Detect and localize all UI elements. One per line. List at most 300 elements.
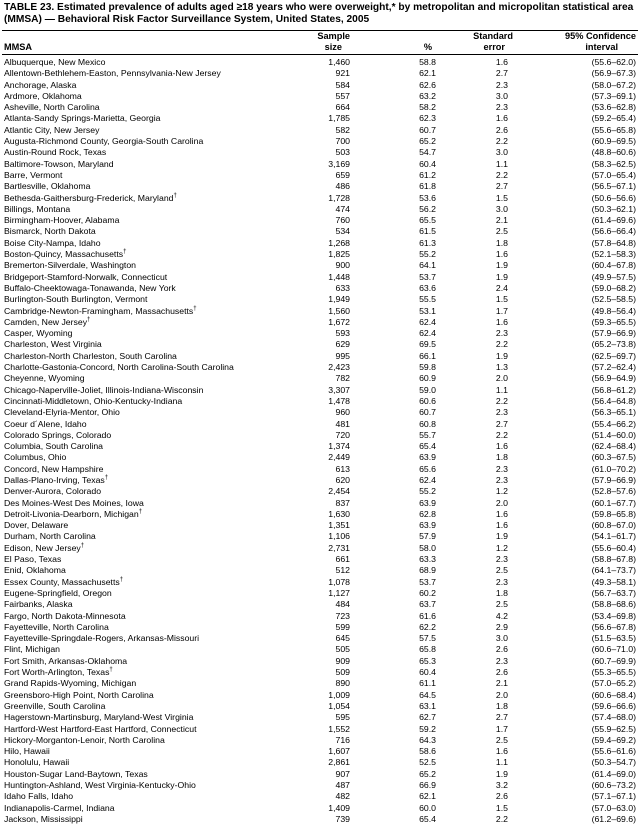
confidence-interval-cell <box>592 656 636 667</box>
percent-cell <box>419 475 436 486</box>
table-body <box>0 57 640 825</box>
sample-size-cell <box>336 181 351 192</box>
confidence-interval-cell <box>592 306 636 317</box>
standard-error-cell <box>496 419 508 430</box>
mmsa-name-cell-text: Cincinnati-Middletown, Ohio-Kentucky-Indiana <box>4 395 183 406</box>
mmsa-name-cell <box>4 57 105 68</box>
confidence-interval-cell-text: (56.8–61.2) <box>591 384 636 395</box>
mmsa-name-cell-text: Camden, New Jersey <box>4 316 88 327</box>
sample-size-cell <box>336 91 351 102</box>
confidence-interval-cell <box>592 136 636 147</box>
percent-cell <box>419 125 436 136</box>
standard-error-cell <box>496 147 508 158</box>
percent-cell <box>419 159 436 170</box>
confidence-interval-cell <box>592 226 636 237</box>
sample-size-cell <box>328 57 350 68</box>
percent-cell <box>419 509 436 520</box>
mmsa-name-cell <box>4 102 100 113</box>
confidence-interval-cell <box>592 690 636 701</box>
mmsa-name-cell-text: Houston-Sugar Land-Baytown, Texas <box>4 768 148 779</box>
percent-cell-text: 68.9 <box>419 565 436 576</box>
confidence-interval-cell <box>592 170 636 181</box>
table-row <box>0 419 640 430</box>
table-row <box>0 746 640 757</box>
standard-error-cell <box>496 803 508 814</box>
percent-cell-text: 65.3 <box>419 655 436 666</box>
sample-size-cell <box>336 339 351 350</box>
standard-error-cell-text: 2.3 <box>495 655 508 666</box>
standard-error-cell-text: 2.3 <box>495 407 508 418</box>
standard-error-cell <box>496 531 508 542</box>
percent-cell <box>419 249 436 260</box>
sample-size-cell <box>336 633 351 644</box>
confidence-interval-cell <box>592 735 636 746</box>
sample-size-cell-text: 2,861 <box>328 757 350 768</box>
table-row <box>0 814 640 825</box>
confidence-interval-cell <box>592 80 636 91</box>
sample-size-cell <box>328 746 350 757</box>
confidence-interval-cell <box>592 373 636 384</box>
percent-cell-text: 63.9 <box>419 520 436 531</box>
standard-error-cell-text: 2.2 <box>495 136 508 147</box>
sample-size-cell <box>336 769 351 780</box>
confidence-interval-cell <box>592 91 636 102</box>
mmsa-name-cell-text: Fort Worth-Arlington, Texas <box>4 667 110 678</box>
confidence-interval-cell-text: (57.1–67.1) <box>591 791 636 802</box>
confidence-interval-cell <box>592 724 636 735</box>
confidence-interval-cell-text: (56.9–67.3) <box>591 68 636 79</box>
percent-cell <box>419 724 436 735</box>
mmsa-name-cell-text: Casper, Wyoming <box>4 328 73 339</box>
standard-error-cell <box>496 735 508 746</box>
confidence-interval-cell <box>592 678 636 689</box>
sample-size-cell-text: 907 <box>335 768 350 779</box>
confidence-interval-cell-text: (61.4–69.6) <box>591 215 636 226</box>
percent-cell-text: 63.9 <box>419 497 436 508</box>
standard-error-cell-text: 1.5 <box>495 802 508 813</box>
confidence-interval-cell-text: (60.6–71.0) <box>591 644 636 655</box>
table-row <box>0 757 640 768</box>
table-row <box>0 306 640 317</box>
confidence-interval-cell <box>592 554 636 565</box>
confidence-interval-cell-text: (59.3–65.5) <box>591 316 636 327</box>
confidence-interval-cell <box>592 215 636 226</box>
standard-error-cell-text: 1.7 <box>495 305 508 316</box>
confidence-interval-cell-text: (55.6–60.4) <box>591 542 636 553</box>
table-row <box>0 238 640 249</box>
confidence-interval-cell <box>592 419 636 430</box>
percent-cell-text: 62.4 <box>419 316 436 327</box>
table-row <box>0 565 640 576</box>
percent-cell <box>419 226 436 237</box>
percent-cell-text: 60.7 <box>419 124 436 135</box>
percent-cell <box>419 351 436 362</box>
mmsa-name-cell-text: Coeur d´Alene, Idaho <box>4 418 87 429</box>
percent-cell-text: 60.7 <box>419 407 436 418</box>
table-row <box>0 498 640 509</box>
mmsa-name-cell <box>4 712 193 723</box>
table-row <box>0 215 640 226</box>
percent-cell-text: 55.2 <box>419 249 436 260</box>
standard-error-cell <box>496 91 508 102</box>
confidence-interval-cell <box>592 746 636 757</box>
mmsa-name-cell <box>4 193 177 204</box>
table-row <box>0 769 640 780</box>
sample-size-cell-text: 1,448 <box>328 271 350 282</box>
table-row <box>0 204 640 215</box>
mmsa-name-cell-text: Boise City-Nampa, Idaho <box>4 237 101 248</box>
percent-cell <box>419 385 436 396</box>
mmsa-name-cell <box>4 125 99 136</box>
percent-cell-text: 65.6 <box>419 463 436 474</box>
confidence-interval-cell-text: (60.3–67.5) <box>591 452 636 463</box>
table-row <box>0 170 640 181</box>
mmsa-name-cell <box>4 644 60 655</box>
footnote-dagger: † <box>104 474 109 481</box>
percent-cell-text: 58.6 <box>419 746 436 757</box>
confidence-interval-cell <box>592 317 636 328</box>
percent-cell-text: 60.4 <box>419 158 436 169</box>
percent-cell <box>419 396 436 407</box>
confidence-interval-cell-text: (55.6–65.8) <box>591 124 636 135</box>
confidence-interval-cell <box>592 283 636 294</box>
percent-cell <box>419 91 436 102</box>
mmsa-name-cell-text: Grand Rapids-Wyoming, Michigan <box>4 678 137 689</box>
sample-size-cell <box>328 362 350 373</box>
mmsa-name-cell <box>4 170 62 181</box>
percent-cell-text: 62.2 <box>419 621 436 632</box>
mmsa-name-cell <box>4 373 85 384</box>
sample-size-cell-text: 720 <box>335 429 350 440</box>
col-header-ci-line2: interval <box>585 42 618 52</box>
mmsa-name-cell-text: Hilo, Hawaii <box>4 746 50 757</box>
standard-error-cell <box>496 68 508 79</box>
percent-cell <box>419 373 436 384</box>
confidence-interval-cell-text: (57.2–62.4) <box>591 362 636 373</box>
sample-size-cell <box>336 565 351 576</box>
standard-error-cell <box>496 588 508 599</box>
mmsa-name-cell-text: Cheyenne, Wyoming <box>4 373 85 384</box>
confidence-interval-cell-text: (57.8–64.8) <box>591 237 636 248</box>
percent-cell <box>419 611 436 622</box>
mmsa-name-cell-text: Flint, Michigan <box>4 644 61 655</box>
percent-cell <box>419 520 436 531</box>
mmsa-name-cell-text: Albuquerque, New Mexico <box>4 57 106 67</box>
standard-error-cell-text: 1.1 <box>495 158 508 169</box>
standard-error-cell <box>496 769 508 780</box>
standard-error-cell-text: 3.0 <box>495 90 508 101</box>
table-row <box>0 339 640 350</box>
standard-error-cell <box>496 407 508 418</box>
sample-size-cell <box>328 486 350 497</box>
confidence-interval-cell <box>592 452 636 463</box>
confidence-interval-cell-text: (57.3–69.1) <box>591 90 636 101</box>
sample-size-cell <box>336 656 351 667</box>
percent-cell <box>419 306 436 317</box>
table-row <box>0 226 640 237</box>
percent-cell <box>419 791 436 802</box>
percent-cell <box>419 260 436 271</box>
percent-cell-text: 65.8 <box>419 644 436 655</box>
percent-cell <box>419 486 436 497</box>
percent-cell-text: 65.5 <box>419 215 436 226</box>
table-row <box>0 452 640 463</box>
confidence-interval-cell <box>592 181 636 192</box>
sample-size-cell-text: 3,307 <box>328 384 350 395</box>
standard-error-cell-text: 2.3 <box>495 474 508 485</box>
percent-cell <box>419 464 436 475</box>
sample-size-cell-text: 1,552 <box>328 723 350 734</box>
standard-error-cell-text: 2.7 <box>495 68 508 79</box>
standard-error-cell-text: 2.7 <box>495 418 508 429</box>
table-row <box>0 294 640 305</box>
standard-error-cell <box>496 430 508 441</box>
sample-size-cell <box>328 724 350 735</box>
table-row <box>0 780 640 791</box>
footnote-dagger: † <box>109 667 113 674</box>
standard-error-cell <box>496 204 508 215</box>
table-row <box>0 509 640 520</box>
mmsa-name-cell-text: Bridgeport-Stamford-Norwalk, Connecticut <box>4 271 168 282</box>
percent-cell-text: 61.1 <box>419 678 436 689</box>
mmsa-name-cell <box>4 554 61 565</box>
standard-error-cell-text: 1.2 <box>495 542 508 553</box>
standard-error-cell <box>496 554 508 565</box>
mmsa-name-cell-text: Boston-Quincy, Massachusetts <box>4 249 124 260</box>
sample-size-cell <box>336 498 351 509</box>
sample-size-cell <box>336 419 351 430</box>
confidence-interval-cell <box>592 339 636 350</box>
mmsa-name-cell <box>4 441 103 452</box>
percent-cell <box>419 769 436 780</box>
confidence-interval-cell-text: (60.6–73.2) <box>591 780 636 790</box>
sample-size-cell-text: 664 <box>335 102 350 113</box>
confidence-interval-cell-text: (58.0–67.2) <box>591 79 636 90</box>
confidence-interval-cell-text: (58.8–68.6) <box>591 599 636 610</box>
mmsa-name-cell <box>4 306 197 317</box>
percent-cell-text: 55.7 <box>419 429 436 440</box>
confidence-interval-cell <box>592 803 636 814</box>
sample-size-cell <box>336 475 351 486</box>
mmsa-name-cell <box>4 667 113 678</box>
sample-size-cell-text: 486 <box>335 181 350 192</box>
confidence-interval-cell <box>592 644 636 655</box>
percent-cell <box>419 780 436 791</box>
standard-error-cell <box>496 577 508 588</box>
confidence-interval-cell-text: (50.3–62.1) <box>591 203 636 214</box>
table-row <box>0 656 640 667</box>
sample-size-cell <box>328 543 350 554</box>
percent-cell-text: 60.4 <box>419 667 436 678</box>
standard-error-cell-text: 2.3 <box>495 576 508 587</box>
mmsa-name-cell <box>4 249 126 260</box>
sample-size-cell-text: 1,078 <box>328 576 350 587</box>
standard-error-cell-text: 1.8 <box>495 700 508 711</box>
standard-error-cell <box>496 690 508 701</box>
mmsa-name-cell-text: Dover, Delaware <box>4 520 69 531</box>
percent-cell <box>419 554 436 565</box>
table-row <box>0 317 640 328</box>
mmsa-name-cell-text: Atlanta-Sandy Springs-Marietta, Georgia <box>4 113 161 124</box>
table-row <box>0 430 640 441</box>
table-row <box>0 667 640 678</box>
standard-error-cell-text: 2.1 <box>495 678 508 689</box>
sample-size-cell <box>328 520 350 531</box>
table-row <box>0 373 640 384</box>
standard-error-cell <box>496 464 508 475</box>
sample-size-cell-text: 613 <box>335 463 350 474</box>
mmsa-name-cell-text: Des Moines-West Des Moines, Iowa <box>4 497 144 508</box>
percent-cell-text: 53.7 <box>419 576 436 587</box>
mmsa-name-cell-text: Durham, North Carolina <box>4 531 96 542</box>
percent-cell-text: 53.7 <box>419 271 436 282</box>
table-row <box>0 464 640 475</box>
mmsa-name-cell-text: Indianapolis-Carmel, Indiana <box>4 802 115 813</box>
table-row <box>0 68 640 79</box>
sample-size-cell-text: 900 <box>335 260 350 271</box>
standard-error-cell-text: 1.6 <box>495 508 508 519</box>
footnote-dagger: † <box>193 305 197 312</box>
percent-cell-text: 58.8 <box>419 57 436 67</box>
table-row <box>0 193 640 204</box>
sample-size-cell-text: 584 <box>335 79 350 90</box>
mmsa-name-cell <box>4 780 196 791</box>
mmsa-name-cell-text: Hartford-West Hartford-East Hartford, Connecticut <box>4 723 197 734</box>
standard-error-cell-text: 1.6 <box>495 249 508 260</box>
standard-error-cell <box>496 80 508 91</box>
table-row <box>0 712 640 723</box>
sample-size-cell <box>336 464 351 475</box>
sample-size-cell <box>336 170 351 181</box>
confidence-interval-cell-text: (60.7–69.9) <box>591 655 636 666</box>
percent-cell <box>419 543 436 554</box>
percent-cell-text: 63.9 <box>419 452 436 463</box>
col-header-mmsa: MMSA <box>4 42 33 52</box>
sample-size-cell-text: 595 <box>335 712 350 723</box>
percent-cell-text: 62.4 <box>419 474 436 485</box>
standard-error-cell <box>496 272 508 283</box>
mmsa-name-cell-text: Idaho Falls, Idaho <box>4 791 74 802</box>
sample-size-cell <box>336 791 351 802</box>
confidence-interval-cell-text: (52.8–57.6) <box>591 486 636 497</box>
standard-error-cell-text: 2.6 <box>495 644 508 655</box>
percent-cell-text: 60.6 <box>419 395 436 406</box>
percent-cell-text: 55.5 <box>419 294 436 305</box>
confidence-interval-cell-text: (56.9–64.9) <box>591 373 636 384</box>
standard-error-cell <box>496 362 508 373</box>
standard-error-cell-text: 2.6 <box>495 667 508 678</box>
sample-size-cell-text: 629 <box>335 339 350 350</box>
sample-size-cell-text: 509 <box>335 667 350 678</box>
mmsa-name-cell <box>4 396 182 407</box>
sample-size-cell-text: 1,127 <box>328 587 350 598</box>
confidence-interval-cell-text: (57.9–66.9) <box>591 474 636 485</box>
mmsa-name-cell <box>4 531 96 542</box>
sample-size-cell <box>336 407 351 418</box>
sample-size-cell <box>336 102 351 113</box>
mmsa-name-cell <box>4 588 112 599</box>
percent-cell-text: 60.2 <box>419 587 436 598</box>
sample-size-cell-text: 582 <box>335 124 350 135</box>
table-row <box>0 283 640 294</box>
confidence-interval-cell-text: (56.7–63.7) <box>591 587 636 598</box>
mmsa-name-cell <box>4 294 147 305</box>
mmsa-name-cell <box>4 678 136 689</box>
table-row <box>0 102 640 113</box>
standard-error-cell <box>496 599 508 610</box>
mmsa-name-cell <box>4 464 103 475</box>
standard-error-cell-text: 2.0 <box>495 689 508 700</box>
standard-error-cell-text: 1.5 <box>495 294 508 305</box>
mmsa-name-cell-text: Birmingham-Hoover, Alabama <box>4 215 120 226</box>
standard-error-cell-text: 1.9 <box>495 768 508 779</box>
sample-size-cell-text: 700 <box>335 136 350 147</box>
standard-error-cell-text: 2.2 <box>495 169 508 180</box>
mmsa-name-cell <box>4 328 72 339</box>
sample-size-cell <box>336 430 351 441</box>
sample-size-cell-text: 723 <box>335 610 350 621</box>
confidence-interval-cell-text: (56.6–66.4) <box>591 226 636 237</box>
confidence-interval-cell-text: (59.8–65.8) <box>591 508 636 519</box>
percent-cell <box>419 328 436 339</box>
confidence-interval-cell-text: (52.1–58.3) <box>591 249 636 260</box>
mmsa-name-cell <box>4 498 144 509</box>
percent-cell <box>419 746 436 757</box>
confidence-interval-cell-text: (53.4–69.8) <box>591 610 636 621</box>
mmsa-name-cell <box>4 80 76 91</box>
confidence-interval-cell-text: (49.8–56.4) <box>591 305 636 316</box>
standard-error-cell <box>496 441 508 452</box>
standard-error-cell-text: 1.2 <box>495 486 508 497</box>
standard-error-cell-text: 2.0 <box>495 497 508 508</box>
percent-cell-text: 59.8 <box>419 362 436 373</box>
sample-size-cell-text: 1,630 <box>328 508 350 519</box>
mmsa-name-cell <box>4 509 142 520</box>
percent-cell <box>419 80 436 91</box>
mmsa-name-cell-text: Edison, New Jersey <box>4 542 81 553</box>
mmsa-name-cell-text: Augusta-Richmond County, Georgia-South Carolina <box>4 136 204 147</box>
mmsa-name-cell <box>4 565 66 576</box>
confidence-interval-cell <box>592 193 636 204</box>
percent-cell-text: 52.5 <box>419 757 436 768</box>
sample-size-cell-text: 1,009 <box>328 689 350 700</box>
percent-cell-text: 65.4 <box>419 441 436 452</box>
sample-size-cell <box>328 294 350 305</box>
table-row <box>0 159 640 170</box>
sample-size-cell <box>336 712 351 723</box>
confidence-interval-cell <box>592 362 636 373</box>
standard-error-cell-text: 1.1 <box>495 384 508 395</box>
mmsa-name-cell <box>4 690 154 701</box>
mmsa-name-cell <box>4 577 123 588</box>
confidence-interval-cell-text: (61.2–69.6) <box>591 813 636 824</box>
standard-error-cell <box>496 520 508 531</box>
mmsa-name-cell <box>4 339 102 350</box>
mmsa-name-cell <box>4 351 177 362</box>
standard-error-cell <box>496 294 508 305</box>
confidence-interval-cell-text: (55.4–66.2) <box>591 418 636 429</box>
sample-size-cell-text: 760 <box>335 215 350 226</box>
percent-cell-text: 55.2 <box>419 486 436 497</box>
mmsa-name-cell <box>4 803 115 814</box>
table-row <box>0 351 640 362</box>
mmsa-name-cell-text: Denver-Aurora, Colorado <box>4 486 102 497</box>
table-row <box>0 644 640 655</box>
confidence-interval-cell <box>592 780 636 791</box>
standard-error-cell <box>496 475 508 486</box>
percent-cell-text: 53.6 <box>419 192 436 203</box>
standard-error-cell-text: 3.0 <box>495 203 508 214</box>
